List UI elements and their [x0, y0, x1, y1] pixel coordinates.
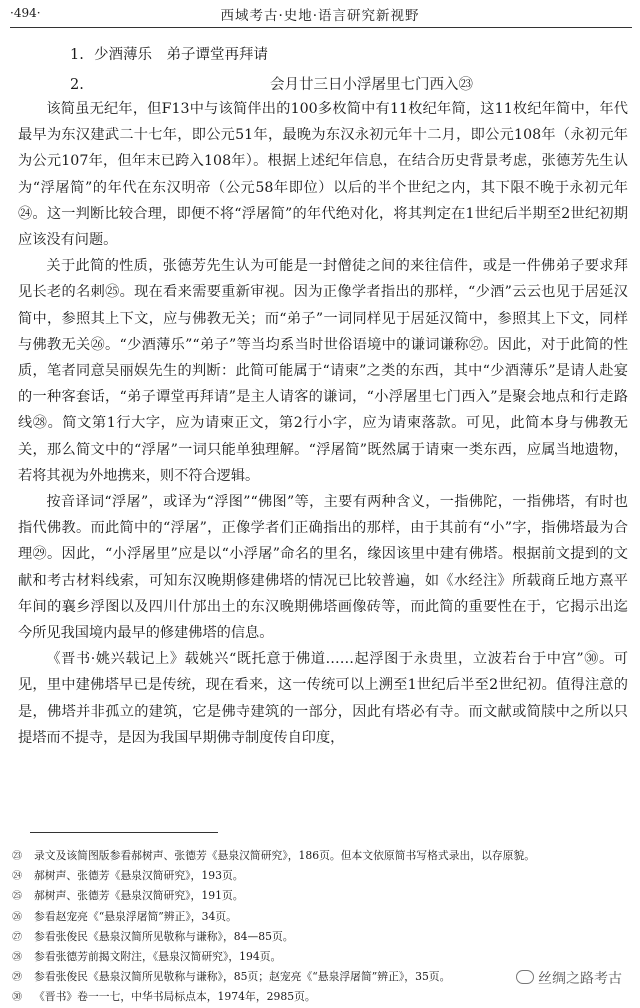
line-number: 1. — [70, 47, 84, 63]
footnote-text: 郝树声、张德芳《悬泉汉简研究》，191页。 — [34, 889, 244, 903]
footnote-text: 参看张俊民《悬泉汉简所见敬称与谦称》，84—85页。 — [34, 929, 294, 943]
wechat-icon — [516, 970, 534, 984]
paragraph: 该简虽无纪年，但F13中与该简伴出的100多枚简中有11枚纪年简，这11枚纪年简中，年代最早为东汉建武二十七年，即公元51年，最晚为东汉永初元年十二月，即公元108年（永初元年为公元107年，但年末已跨入108年）。根据上述纪年信息，在结合历史背景考虑，张德芳先生认为“浮屠简”的年代在东汉明帝（公元58年即位）以后的半个世纪之内，其下限不晚于永初元年㉔。这一判断比较合理，即便不将“浮屠简”的年代绝对化，将其判定在1世纪后半期至2世纪初期应该没有问题。 — [18, 101, 628, 249]
footnote-rule — [30, 832, 218, 833]
line-text: 会月廿三日小浮屠里七门西入㉓ — [270, 77, 473, 93]
footnote-mark: ㉘ — [12, 952, 22, 964]
footnote — [12, 907, 628, 927]
footnote-mark: ㉓ — [12, 851, 22, 862]
body-text — [18, 96, 628, 751]
page-number: ·494· — [10, 6, 41, 20]
footnote — [12, 886, 628, 906]
footnote — [12, 866, 628, 886]
footnote — [12, 987, 628, 1007]
paragraph: 按音译词“浮屠”，或译为“浮图”“佛图”等，主要有两种含义，一指佛陀，一指佛塔，有时也指代佛教。而此简中的“浮屠”，正像学者们正确指出的那样，由于其前有“小”字，指佛塔最为合理㉙。因此，“小浮屠里”应是以“小浮屠”命名的里名，缘因该里中建有佛塔。根据前文提到的文献和考古材料线索，可知东汉晚期修建佛塔的情况已比较普遍，如《水经注》所载商丘地方熹平年间的襄乡浮图以及四川什邡出土的东汉晚期佛塔画像砖等，而此简的重要性在于，它揭示出迄今所见我国境内最早的修建佛塔的信息。 — [18, 494, 628, 642]
footnote-mark: ㉙ — [12, 972, 22, 984]
paragraph: 《晋书·姚兴载记上》载姚兴“既托意于佛道……起浮图于永贵里，立波若台于中宫”㉚。可见，里中建佛塔早已是传统，现在看来，这一传统可以上溯至1世纪后半至2世纪初。值得注意的是，佛塔并非孤立的建筑，它是佛寺建筑的一部分，因此有塔必有寺。而文献或简牍中之所以只提塔而不提寺，是因为我国早期佛寺制度传自印度， — [18, 651, 628, 746]
footnote — [12, 846, 628, 866]
footnote-text: 录文及该简图版参看郝树声、张德芳《悬泉汉简研究》，186页。但本文依原简书写格式录出，以存原貌。 — [34, 849, 536, 862]
line-text: 少酒薄乐 弟子谭堂再拜请 — [94, 47, 268, 63]
footnote-mark: ㉔ — [12, 871, 22, 883]
footnote — [12, 927, 628, 947]
line-number: 2. — [70, 77, 84, 93]
footnote-text: 参看张德芳前揭文附注，《悬泉汉简研究》，194页。 — [34, 950, 282, 964]
page-header — [0, 0, 640, 30]
inscription-transcription — [70, 40, 630, 100]
footnote-mark: ㉗ — [12, 931, 22, 943]
footnote-mark: ㉖ — [12, 911, 22, 923]
running-title: 西域考古·史地·语言研究新视野 — [220, 8, 420, 24]
footnote-text: 郝树声、张德芳《悬泉汉简研究》，193页。 — [34, 869, 244, 883]
inscription-line-1 — [70, 40, 630, 70]
footnote-text: 参看赵宠亮《“悬泉浮屠简”辨正》，34页。 — [34, 909, 237, 923]
watermark — [512, 968, 626, 988]
footnote-mark: ㉕ — [12, 891, 22, 903]
footnote-mark: ㉚ — [12, 992, 22, 1004]
footnote — [12, 947, 628, 967]
footnote-text: 《晋书》卷一一七，中华书局标点本，1974年，2985页。 — [34, 990, 316, 1004]
watermark-text: 丝绸之路考古 — [538, 971, 622, 987]
footnote-text: 参看张俊民《悬泉汉简所见敬称与谦称》，85页；赵宠亮《“悬泉浮屠简”辨正》，35页。 — [34, 970, 451, 984]
header-rule — [10, 27, 632, 28]
paragraph: 关于此简的性质，张德芳先生认为可能是一封僧徒之间的来往信件，或是一件佛弟子要求拜见长老的名刺㉕。现在看来需要重新审视。因为正像学者指出的那样，“少酒”云云也见于居延汉简中，参照其上下文，应与佛教无关；而“弟子”一词同样见于居延汉简中，参照其上下文，同样与佛教无关㉖。“少酒薄乐”“弟子”等当均系当时世俗语境中的谦词谦称㉗。因此，对于此简的性质，笔者同意吴丽娱先生的判断：此简可能属于“请柬”之类的东西，其中“少酒薄乐”是请人赴宴的一种客套话，“弟子谭堂再拜请”是主人请客的谦词，“小浮屠里七门西入”是聚会地点和行走路线㉘。简文第1行大字，应为请柬正文，第2行小字，应为请柬落款。可见，此简本身与佛教无关，那么简文中的“浮屠”一词只能单独理解。“浮屠简”既然属于请柬一类东西，应属当地遗物，若将其视为外地携来，则不符合逻辑。 — [18, 258, 628, 484]
